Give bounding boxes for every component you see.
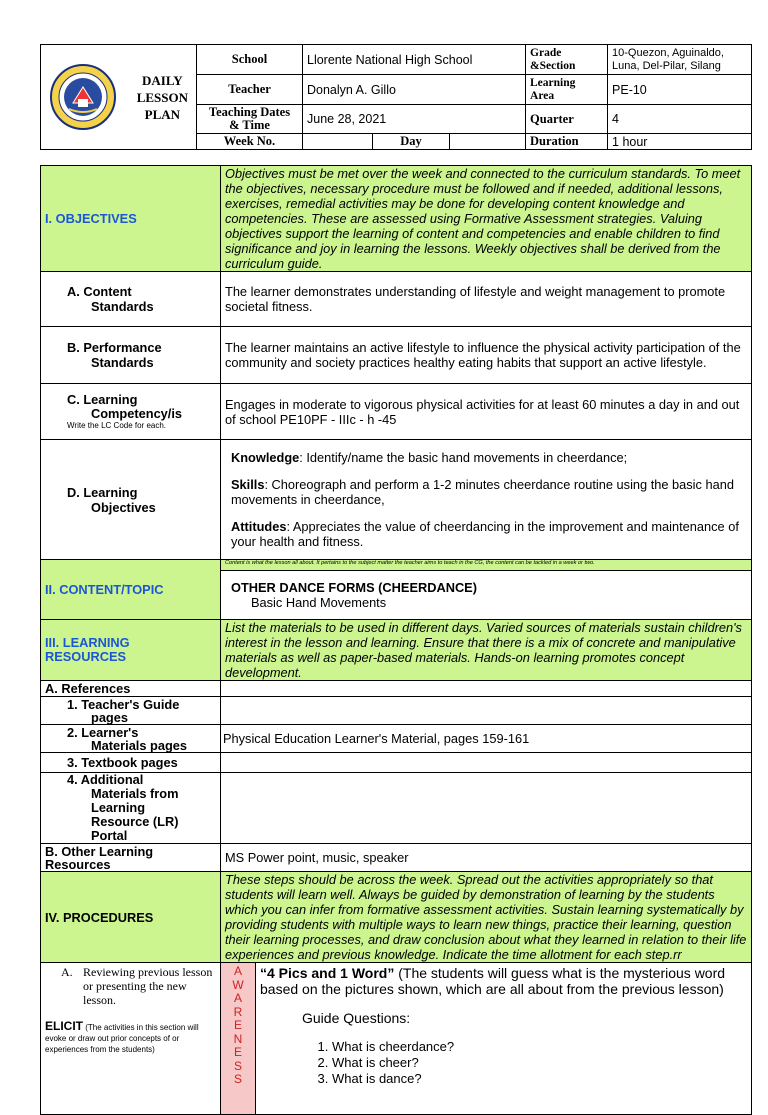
teacher-label: Teacher <box>197 75 303 105</box>
elicit-cell: A. Reviewing previous lesson or presenting the new lesson. ELICIT (The activities in this section will evoke or draw out prior concepts of or experiences from the students) <box>41 963 221 1115</box>
content-heading: II. CONTENT/TOPIC <box>41 560 221 620</box>
duration-label: Duration <box>526 134 608 150</box>
elicit-text: ELICIT (The activities in this section will evoke or draw out prior concepts of or experiences from the students) <box>45 1019 199 1054</box>
content-title: OTHER DANCE FORMS (CHEERDANCE) <box>231 580 477 595</box>
teachers-guide-label: 1. Teacher's Guide pages <box>41 697 221 725</box>
guide-questions-list <box>260 1039 745 1087</box>
content-cell <box>221 560 752 620</box>
other-resources-label: B. Other Learning Resources <box>41 844 221 872</box>
day-value <box>450 134 526 150</box>
logo-cell <box>41 45 197 150</box>
awareness-letter: N <box>233 1031 243 1046</box>
resources-heading: III. LEARNING RESOURCES <box>41 620 221 681</box>
learning-objectives-label: D. Learning Objectives <box>41 440 221 560</box>
guide-question: 2. What is cheer? <box>332 1055 745 1071</box>
guide-question: 1. What is cheerdance? <box>332 1039 745 1055</box>
game-title: “4 Pics and 1 Word” <box>260 965 395 981</box>
awareness-letter: E <box>233 1045 242 1059</box>
quarter-value: 4 <box>608 105 752 134</box>
quarter-label: Quarter <box>526 105 608 134</box>
school-value: Llorente National High School <box>303 45 526 75</box>
awareness-letter: A <box>233 964 242 978</box>
learners-materials-value: Physical Education Learner's Material, pages 159-161 <box>221 725 752 753</box>
content-standards-label: A. Content Standards <box>41 272 221 327</box>
lesson-table <box>40 165 752 1115</box>
procedures-heading: IV. PROCEDURES <box>41 872 221 963</box>
area-label: Learning Area <box>526 75 608 105</box>
resources-note: List the materials to be used in different days. Varied sources of materials sustain children's interest in the lesson and learning. Ensure that there is a mix of concrete and manipulative materials as well as paper-based materials. Hands-on learning promotes concept development. <box>221 620 752 681</box>
learning-competency-label: C. Learning Competency/is Write the LC Code for each. <box>41 384 221 440</box>
duration-value: 1 hour <box>608 134 752 150</box>
other-resources-value: MS Power point, music, speaker <box>221 844 752 872</box>
reviewing-previous-text: Reviewing previous lesson or presenting the new lesson. <box>83 965 213 1007</box>
dates-value: June 28, 2021 <box>303 105 526 134</box>
teachers-guide-value <box>221 697 752 725</box>
performance-standards-value: The learner maintains an active lifestyle to influence the physical activity participation of the community and society practices healthy eating habits that support an active lifestyle. <box>221 327 752 384</box>
teacher-value: Donalyn A. Gillo <box>303 75 526 105</box>
learning-competency-value: Engages in moderate to vigorous physical activities for at least 60 minutes a day in and out of school PE10PF - IIIc - h -45 <box>221 384 752 440</box>
textbook-value <box>221 753 752 773</box>
references-value <box>221 681 752 697</box>
performance-standards-label: B. Performance Standards <box>41 327 221 384</box>
week-label: Week No. <box>197 134 303 150</box>
header-table <box>40 44 752 150</box>
objectives-heading: I. OBJECTIVES <box>41 166 221 272</box>
activity-cell <box>256 963 752 1115</box>
awareness-letter: E <box>233 1018 242 1032</box>
grade-value: 10-Quezon, Aguinaldo, Luna, Del-Pilar, Silang <box>608 45 752 75</box>
dates-label: Teaching Dates & Time <box>197 105 303 134</box>
objectives-note: Objectives must be met over the week and connected to the curriculum standards. To meet the objectives, necessary procedure must be followed and if needed, additional lessons, exercises, remedial activities may be done for developing content knowledge and competencies. These are assessed using Formative Assessment strategies. Valuing objectives support the learning of content and competencies and enable children to find significance and joy in learning the lessons. Weekly objectives shall be derived from the curriculum guide. <box>221 166 752 272</box>
additional-materials-value <box>221 773 752 844</box>
awareness-vertical-label <box>221 963 256 1115</box>
day-label: Day <box>373 134 450 150</box>
deped-seal-icon <box>49 63 117 131</box>
content-note: Content is what the lesson all about. It pertains to the subject matter the teacher aims to teach in the CG, the content can be tackled in a week or two. <box>221 560 751 571</box>
additional-materials-label: 4. Additional Materials from Learning Resource (LR) Portal <box>41 773 221 844</box>
week-value <box>303 134 373 150</box>
awareness-letter: W <box>232 977 244 992</box>
learning-objectives-value: Knowledge: Identify/name the basic hand movements in cheerdance; Skills: Choreograph and perform a 1-2 minutes cheerdance routine using the basic hand movements in cheerdance, Attitudes: Appreciates the value of cheerdancing in the improvement and maintenance of your health and fitness. <box>221 440 752 560</box>
content-standards-value: The learner demonstrates understanding of lifestyle and weight management to promote societal fitness. <box>221 272 752 327</box>
references-label: A. References <box>41 681 221 697</box>
procedures-note: These steps should be across the week. Spread out the activities appropriately so that students will learn well. Always be guided by demonstration of learning by the students which you can infer from formative assessment activities. Sustain learning systematically by providing students with multiple ways to learn new things, practice their learning, question their learning processes, and draw conclusion about what they learned in relation to their life experiences and previous knowledge. Indicate the time allotment for each step.rr <box>221 872 752 963</box>
guide-question: 3. What is dance? <box>332 1071 745 1087</box>
guide-questions-label: Guide Questions: <box>302 1010 411 1026</box>
awareness-letter: R <box>233 1004 243 1019</box>
content-subtitle: Basic Hand Movements <box>251 595 387 610</box>
learners-materials-label: 2. Learner's Materials pages <box>41 725 221 753</box>
awareness-letter: S <box>233 1058 242 1073</box>
dlp-title: DAILY LESSON PLAN <box>136 72 188 122</box>
awareness-letter: A <box>233 991 242 1005</box>
game-description: (The students will guess what is the mysterious word based on the pictures shown, which are all about from the previous lesson) <box>260 965 726 997</box>
awareness-letter: S <box>233 1072 242 1086</box>
area-value: PE-10 <box>608 75 752 105</box>
school-label: School <box>197 45 303 75</box>
grade-label: Grade &Section <box>526 45 608 75</box>
textbook-label: 3. Textbook pages <box>41 753 221 773</box>
